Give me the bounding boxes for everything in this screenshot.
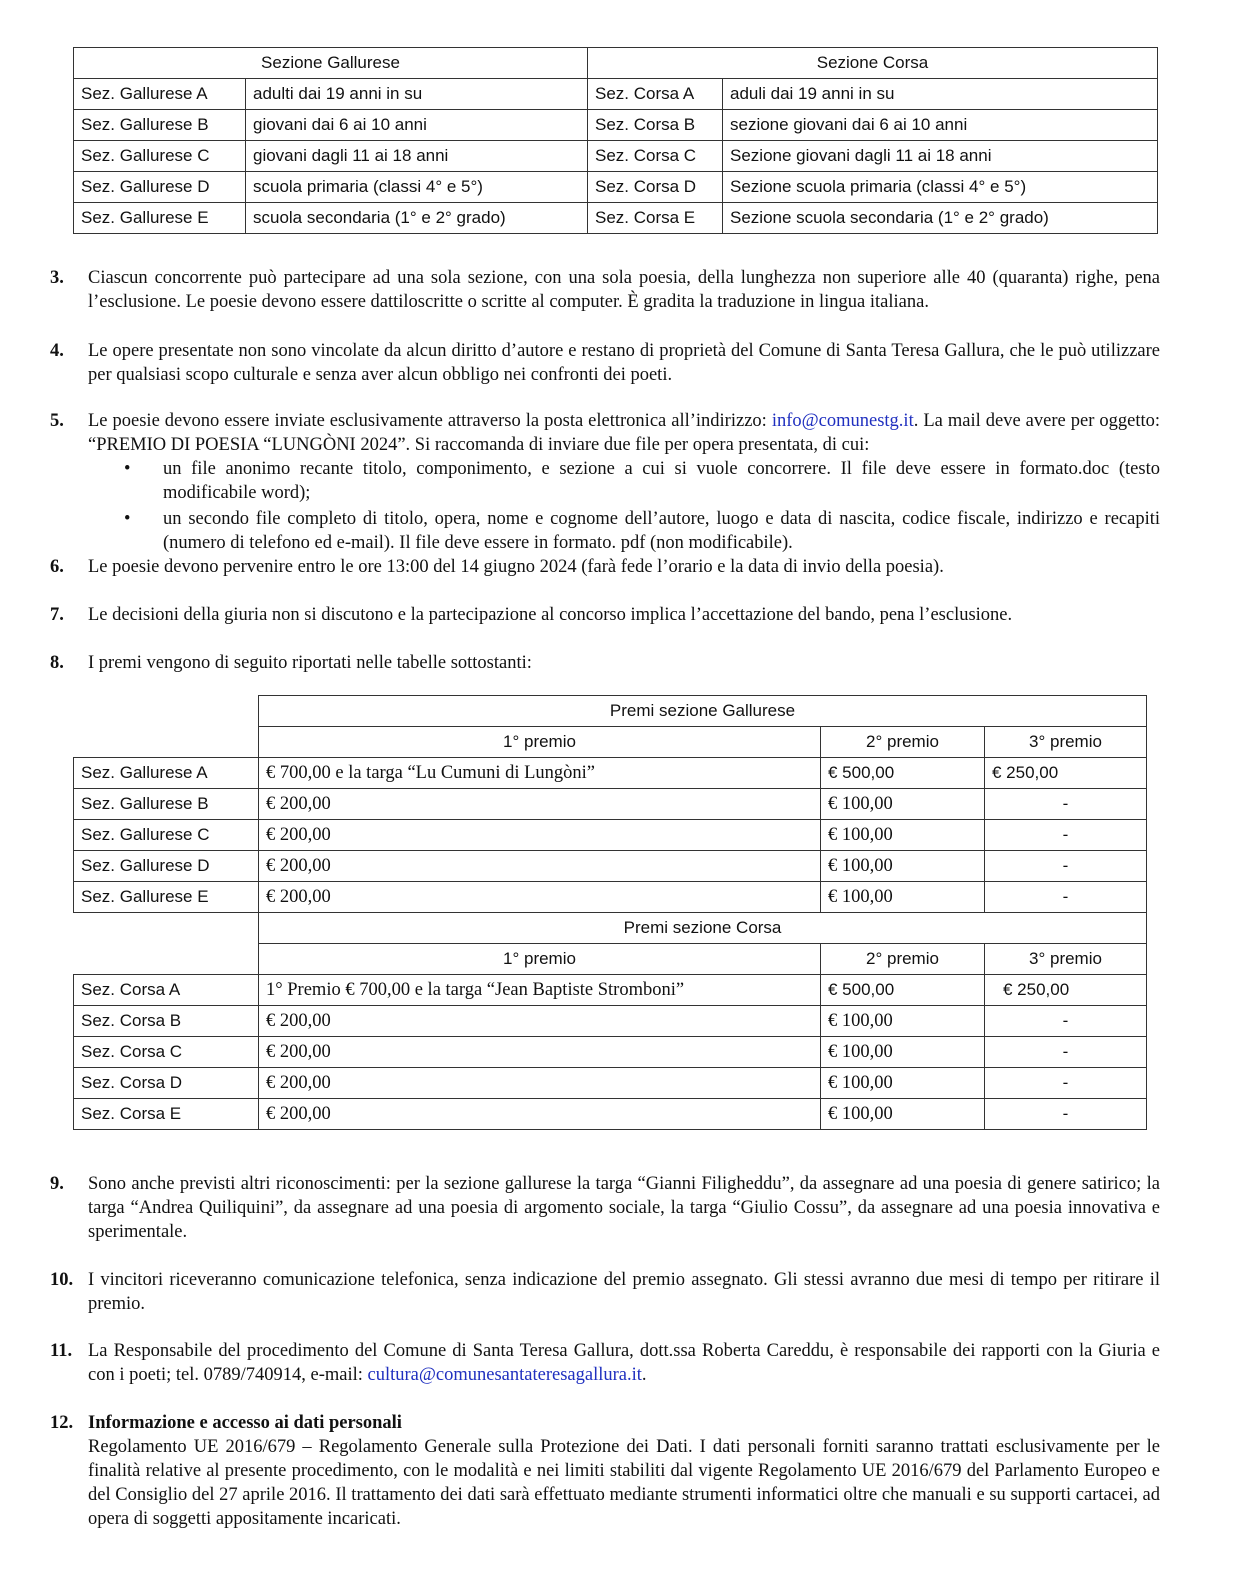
- item-text: Regolamento UE 2016/679 – Regolamento Generale sulla Protezione dei Dati. I dati personali forniti saranno trattati esclusivamente per le finalità relative al presente procedimento, con le modalità e nei limiti stabiliti dal vigente Regolamento UE 2016/679 del Parlamento Europeo e del Consiglio del 27 aprile 2016. Il trattamento dei dati sarà effettuato mediante strumenti informatici oltre che manuali e su supporti cartacei, ad opera di soggetti appositamente incaricati.: [88, 1437, 1160, 1529]
- cell: € 200,00: [259, 1037, 821, 1068]
- cell: Sez. Gallurese D: [74, 851, 259, 882]
- rule-item-10: [50, 1268, 1160, 1316]
- table-row: [74, 1068, 1147, 1099]
- table-row: [74, 758, 1147, 789]
- sections-table: [73, 47, 1158, 234]
- cell: € 200,00: [259, 1099, 821, 1130]
- cell: Sez. Gallurese E: [74, 203, 246, 234]
- item-text: Le decisioni della giuria non si discutono e la partecipazione al concorso implica l’accettazione del bando, pena l’esclusione.: [88, 605, 1013, 625]
- header-gallurese: Sezione Gallurese: [74, 48, 588, 79]
- item-number: 7.: [50, 605, 64, 625]
- prizes-table: [73, 695, 1147, 1130]
- cell: -: [985, 1037, 1147, 1068]
- col-header: 3° premio: [985, 944, 1147, 975]
- cell: € 100,00: [821, 1068, 985, 1099]
- rule-item-8: [50, 651, 1160, 675]
- cell: giovani dai 6 ai 10 anni: [246, 110, 588, 141]
- table-row: [74, 203, 1158, 234]
- cell: Sez. Corsa C: [74, 1037, 259, 1068]
- cell: -: [985, 1068, 1147, 1099]
- cell: € 250,00: [985, 758, 1147, 789]
- item-text: .: [641, 1365, 647, 1385]
- cell: € 200,00: [259, 851, 821, 882]
- cell: € 100,00: [821, 1006, 985, 1037]
- item-text: I vincitori riceveranno comunicazione telefonica, senza indicazione del premio assegnato. Gli stessi avranno due mesi di tempo per ritirare il premio.: [88, 1270, 1160, 1314]
- cell: € 500,00: [821, 975, 985, 1006]
- item-number: 9.: [50, 1174, 64, 1194]
- item-text: La Responsabile del procedimento del Comune di Santa Teresa Gallura, dott.ssa Roberta Careddu, è responsabile dei rapporti con la Giuria e con i poeti; tel. 0789/740914, e-mail:: [88, 1341, 1160, 1385]
- cell: € 500,00: [821, 758, 985, 789]
- table-row: [74, 975, 1147, 1006]
- col-header: 2° premio: [821, 944, 985, 975]
- cell: scuola secondaria (1° e 2° grado): [246, 203, 588, 234]
- section-heading: Informazione e accesso ai dati personali: [88, 1413, 402, 1433]
- item-text: Le opere presentate non sono vincolate da alcun diritto d’autore e restano di proprietà del Comune di Santa Teresa Gallura, che le può utilizzare per qualsiasi scopo culturale e senza aver alcun obbligo nei confronti dei poeti.: [88, 341, 1160, 385]
- cell: Sez. Corsa B: [74, 1006, 259, 1037]
- cell: Sez. Gallurese E: [74, 882, 259, 913]
- cell: € 250,00: [985, 975, 1147, 1006]
- cell: Sez. Gallurese B: [74, 110, 246, 141]
- cell: adulti dai 19 anni in su: [246, 79, 588, 110]
- cell: € 100,00: [821, 882, 985, 913]
- rule-item-11: [50, 1339, 1160, 1387]
- cell: € 100,00: [821, 820, 985, 851]
- cell: Sezione scuola primaria (classi 4° e 5°): [723, 172, 1158, 203]
- cell: € 100,00: [821, 789, 985, 820]
- cell: Sez. Corsa B: [588, 110, 723, 141]
- item-text: Le poesie devono essere inviate esclusivamente attraverso la posta elettronica all’indirizzo:: [88, 411, 772, 431]
- cell: Sezione scuola secondaria (1° e 2° grado): [723, 203, 1158, 234]
- item-number: 5.: [50, 411, 64, 431]
- table-row: [74, 789, 1147, 820]
- cell: sezione giovani dai 6 ai 10 anni: [723, 110, 1158, 141]
- item-number: 6.: [50, 557, 64, 577]
- table-row: [74, 172, 1158, 203]
- item-text: . La mail deve avere per oggetto: “PREMIO DI POESIA “LUNGÒNI 2024”. Si raccomanda di inviare due file per opera presentata, di cui:: [88, 411, 1160, 455]
- table-row: [74, 851, 1147, 882]
- cell: scuola primaria (classi 4° e 5°): [246, 172, 588, 203]
- rule-item-7: [50, 603, 1160, 627]
- table-row: [74, 1006, 1147, 1037]
- cell: -: [985, 882, 1147, 913]
- item-number: 4.: [50, 341, 64, 361]
- cell: € 100,00: [821, 1037, 985, 1068]
- cell: € 700,00 e la targa “Lu Cumuni di Lungòni”: [259, 758, 821, 789]
- cell: Sez. Corsa A: [74, 975, 259, 1006]
- col-header: 1° premio: [259, 944, 821, 975]
- cell: Sez. Gallurese A: [74, 79, 246, 110]
- item-number: 12.: [50, 1413, 74, 1433]
- col-header: 2° premio: [821, 727, 985, 758]
- rule-item-6: [50, 555, 1160, 579]
- cell: Sez. Corsa D: [74, 1068, 259, 1099]
- cell: € 200,00: [259, 1006, 821, 1037]
- item-number: 3.: [50, 268, 64, 288]
- item-text: I premi vengono di seguito riportati nelle tabelle sottostanti:: [88, 653, 532, 673]
- cell: Sez. Gallurese C: [74, 820, 259, 851]
- cell: -: [985, 820, 1147, 851]
- item-text: Sono anche previsti altri riconoscimenti: per la sezione gallurese la targa “Gianni Filigheddu”, da assegnare ad una poesia di genere satirico; la targa “Andrea Quiliquini”, da assegnare ad una poesia di argomento sociale, la targa “Giulio Cossu”, da assegnare ad una poesia innovativa e sperimentale.: [88, 1174, 1160, 1242]
- cell: 1° Premio € 700,00 e la targa “Jean Baptiste Stromboni”: [259, 975, 821, 1006]
- rule-item-9: [50, 1172, 1160, 1244]
- item-text: Ciascun concorrente può partecipare ad una sola sezione, con una sola poesia, della lunghezza non superiore alle 40 (quaranta) righe, pena l’esclusione. Le poesie devono essere dattiloscritte o scritte al computer. È gradita la traduzione in lingua italiana.: [88, 268, 1160, 312]
- bullet-icon: •: [124, 509, 131, 529]
- bullet-icon: •: [124, 459, 131, 479]
- cell: giovani dagli 11 ai 18 anni: [246, 141, 588, 172]
- cell: -: [985, 1006, 1147, 1037]
- cell: Sez. Corsa E: [588, 203, 723, 234]
- cell: Sez. Corsa C: [588, 141, 723, 172]
- cell: € 200,00: [259, 882, 821, 913]
- email-link[interactable]: cultura@comunesantateresagallura.it: [367, 1365, 642, 1385]
- col-header: 1° premio: [259, 727, 821, 758]
- item-text: Le poesie devono pervenire entro le ore 13:00 del 14 giugno 2024 (farà fede l’orario e la data di invio della poesia).: [88, 557, 944, 577]
- cell: € 200,00: [259, 789, 821, 820]
- list-item: [124, 457, 1160, 505]
- cell: Sez. Gallurese D: [74, 172, 246, 203]
- cell: Sezione giovani dagli 11 ai 18 anni: [723, 141, 1158, 172]
- header-corsa: Sezione Corsa: [588, 48, 1158, 79]
- bullet-text: un file anonimo recante titolo, componimento, e sezione a cui si vuole concorrere. Il file deve essere in formato.doc (testo modificabile word);: [163, 459, 1160, 503]
- table-row: [74, 79, 1158, 110]
- prizes-gallurese-title: Premi sezione Gallurese: [259, 696, 1147, 727]
- table-row: [74, 820, 1147, 851]
- cell: Sez. Gallurese A: [74, 758, 259, 789]
- cell: Sez. Gallurese B: [74, 789, 259, 820]
- email-link[interactable]: info@comunestg.it: [771, 411, 914, 431]
- cell: -: [985, 1099, 1147, 1130]
- rule-item-5: [50, 409, 1160, 555]
- list-item: [124, 507, 1160, 555]
- item-number: 11.: [50, 1341, 73, 1361]
- cell: € 200,00: [259, 1068, 821, 1099]
- item-number: 8.: [50, 653, 64, 673]
- table-row: [74, 882, 1147, 913]
- cell: -: [985, 789, 1147, 820]
- rule-item-4: [50, 339, 1160, 387]
- prizes-corsa-title: Premi sezione Corsa: [259, 913, 1147, 944]
- cell: aduli dai 19 anni in su: [723, 79, 1158, 110]
- cell: Sez. Corsa E: [74, 1099, 259, 1130]
- table-row: [74, 141, 1158, 172]
- rule-item-12: [50, 1411, 1160, 1531]
- table-row: [74, 1037, 1147, 1068]
- cell: -: [985, 851, 1147, 882]
- bullet-text: un secondo file completo di titolo, opera, nome e cognome dell’autore, luogo e data di nascita, codice fiscale, indirizzo e recapiti (numero di telefono ed e-mail). Il file deve essere in formato. pdf (non modificabile).: [163, 509, 1160, 553]
- cell: Sez. Corsa D: [588, 172, 723, 203]
- cell: Sez. Gallurese C: [74, 141, 246, 172]
- cell: Sez. Corsa A: [588, 79, 723, 110]
- cell: € 100,00: [821, 851, 985, 882]
- col-header: 3° premio: [985, 727, 1147, 758]
- cell: € 100,00: [821, 1099, 985, 1130]
- cell: € 200,00: [259, 820, 821, 851]
- item-number: 10.: [50, 1270, 74, 1290]
- rule-item-3: [50, 266, 1160, 314]
- table-row: [74, 1099, 1147, 1130]
- table-row: [74, 110, 1158, 141]
